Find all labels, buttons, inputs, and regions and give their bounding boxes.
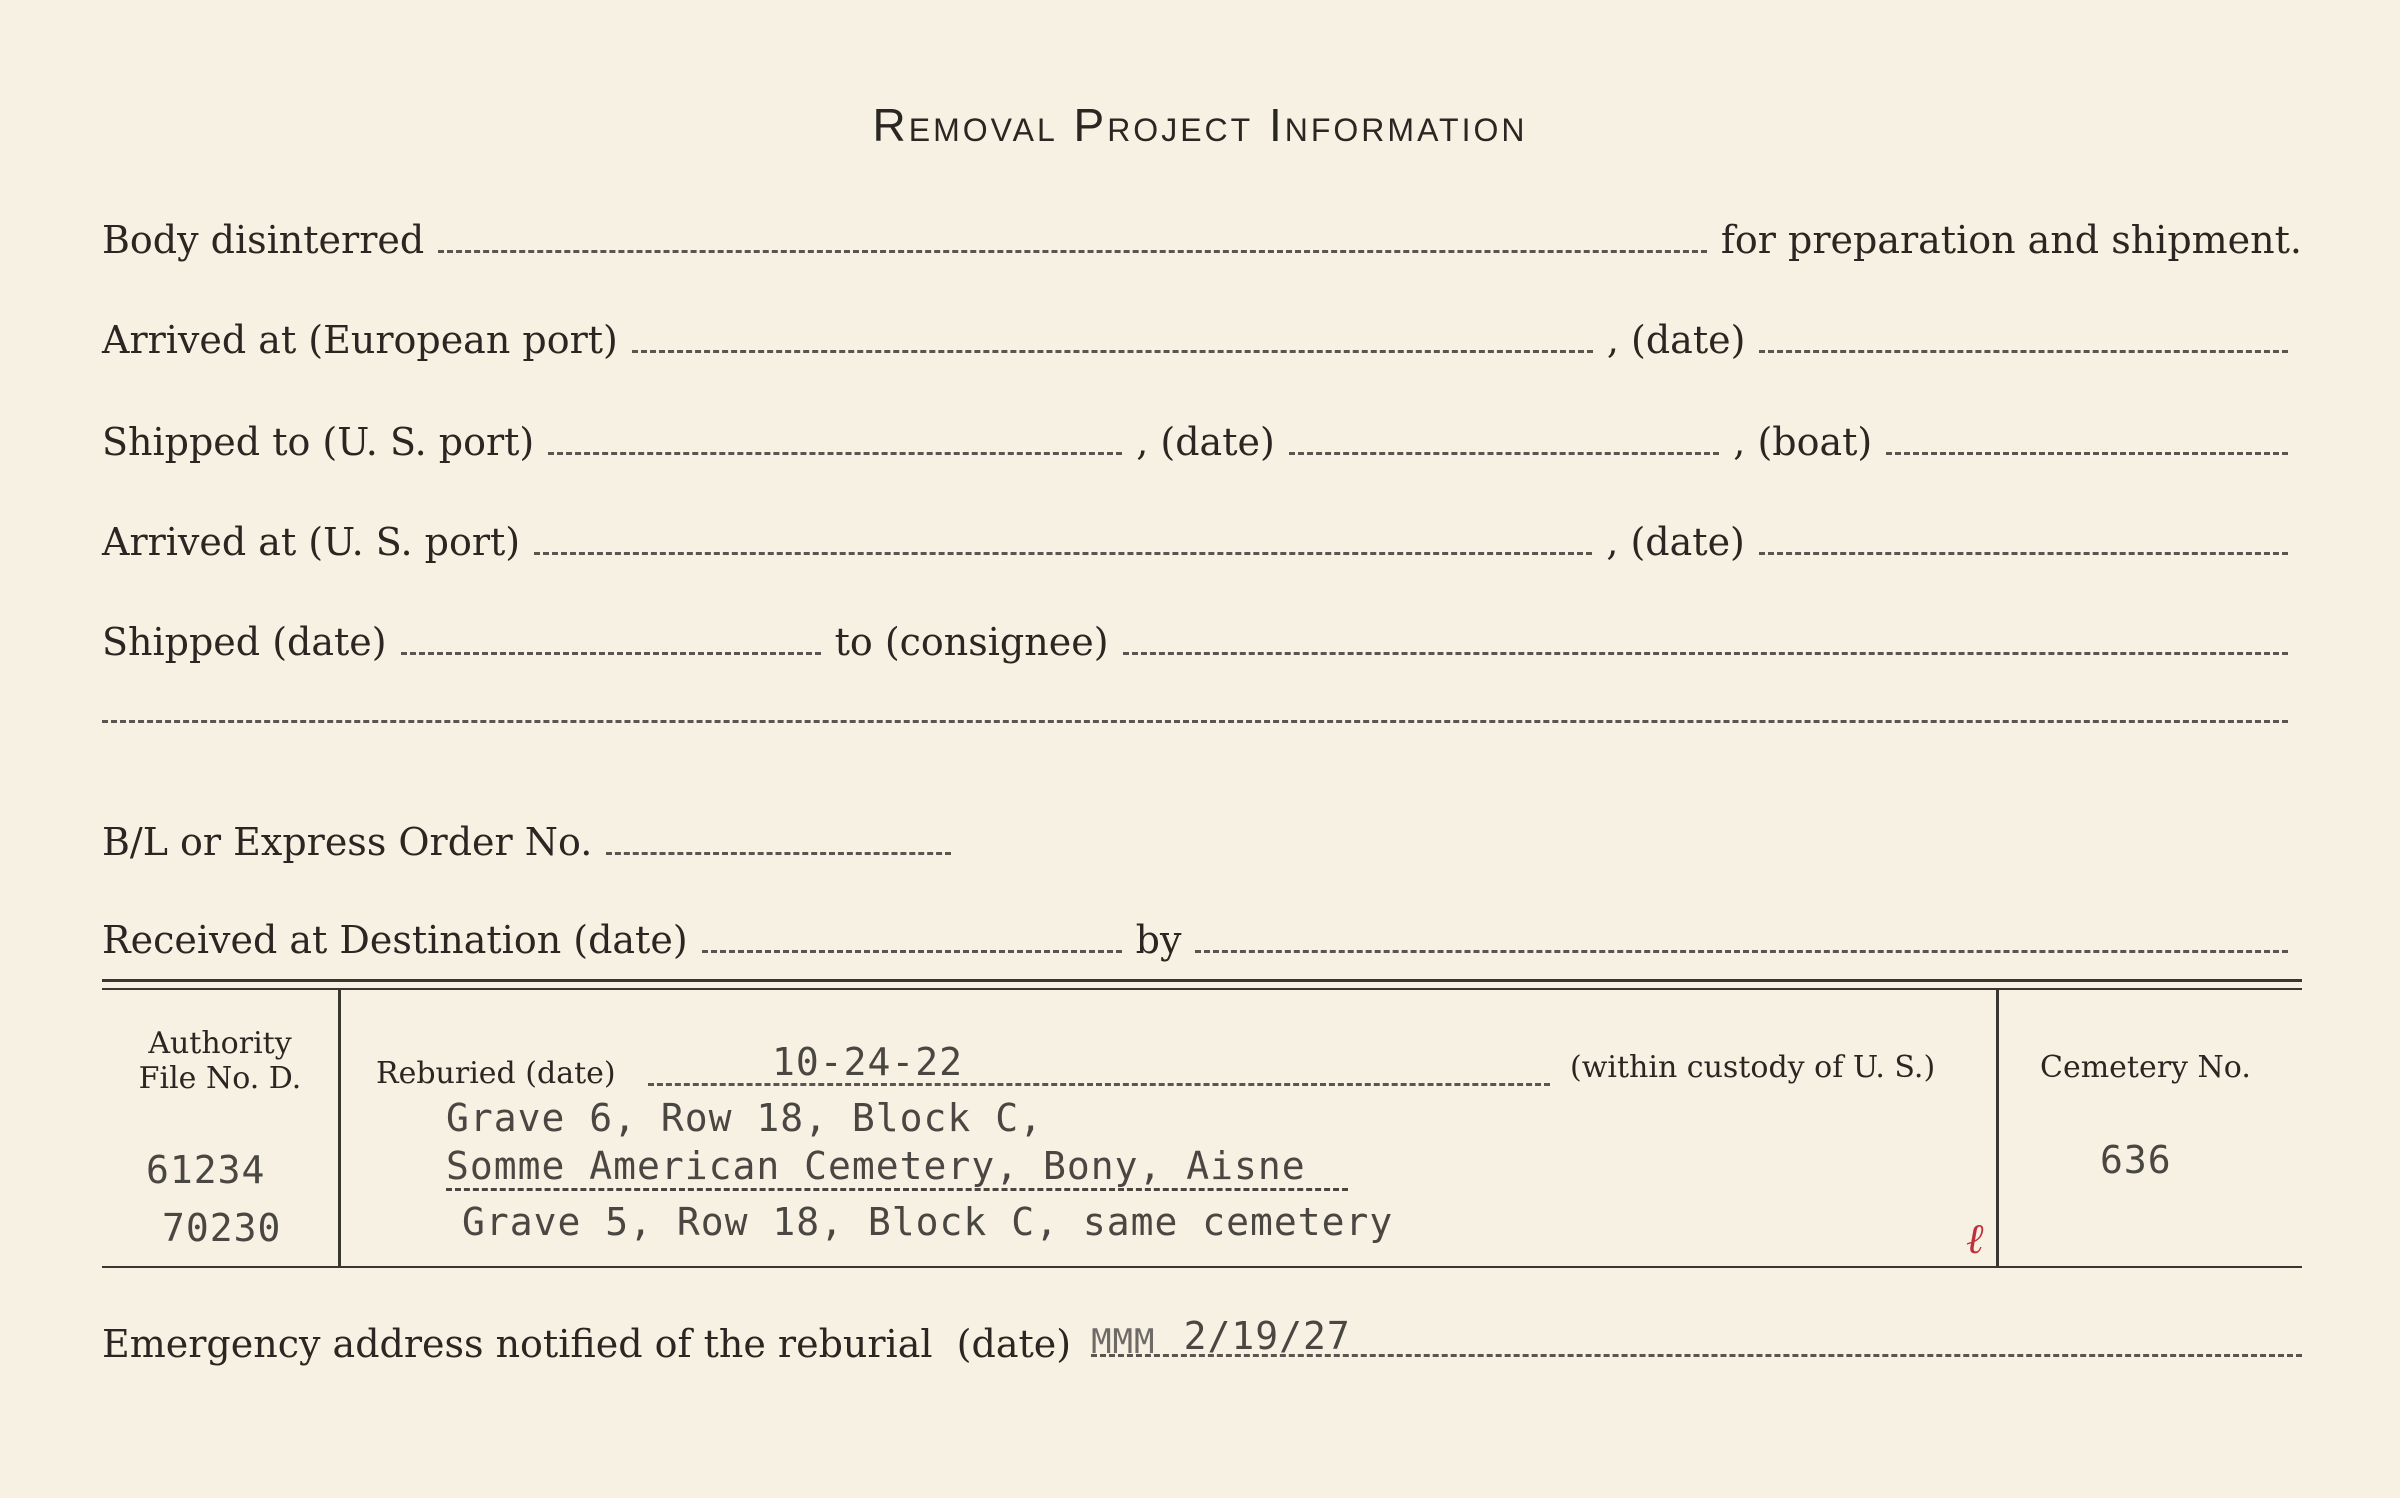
- initials-stamp: MMM: [1091, 1322, 1156, 1362]
- column-divider-left: [338, 990, 341, 1266]
- blank-line: [1289, 452, 1719, 455]
- custody-label: (within custody of U. S.): [1570, 1050, 1936, 1085]
- label-bl-express-order: B/L or Express Order No.: [102, 820, 593, 864]
- row-shipped-to: [102, 420, 2302, 464]
- label-date: , (date): [1606, 318, 1746, 362]
- reburied-date-line: [648, 1083, 1550, 1086]
- blank-line: [632, 350, 1593, 353]
- grave-line-2: Somme American Cemetery, Bony, Aisne: [446, 1144, 1306, 1188]
- grave-line-1: Grave 6, Row 18, Block C,: [446, 1096, 1043, 1140]
- label-arrived-european-port: Arrived at (European port): [102, 318, 618, 362]
- file-number-1: 61234: [146, 1148, 266, 1192]
- label-by: by: [1135, 918, 1182, 962]
- row-received: [102, 918, 2302, 962]
- label-date: , (date): [1136, 420, 1275, 464]
- cemetery-no-label: Cemetery No.: [2040, 1050, 2251, 1085]
- blank-line: [702, 950, 1122, 953]
- card-title: Removal Project Information: [872, 99, 1528, 151]
- label-received-destination: Received at Destination (date): [102, 918, 688, 962]
- authority-label: Authority: [148, 1026, 292, 1061]
- grave-underline: [446, 1188, 1348, 1191]
- cemetery-number: 636: [2100, 1138, 2172, 1182]
- row-arrived-us: [102, 520, 2302, 564]
- label-shipped-date: Shipped (date): [102, 620, 387, 664]
- label-shipped-to-us-port: Shipped to (U. S. port): [102, 420, 535, 464]
- authority-file-label: [102, 1026, 338, 1096]
- label-body-disinterred: Body disinterred: [102, 218, 425, 262]
- grave-line-3: Grave 5, Row 18, Block C, same cemetery: [462, 1200, 1394, 1244]
- file-no-label: File No. D.: [138, 1061, 302, 1096]
- blank-line: [534, 552, 1592, 555]
- label-arrived-us-port: Arrived at (U. S. port): [102, 520, 521, 564]
- reburied-date: 10-24-22: [772, 1040, 964, 1084]
- blank-line: [102, 720, 2288, 723]
- table-bottom-rule: [102, 1266, 2302, 1268]
- blank-line: [1123, 652, 2288, 655]
- label-to-consignee: to (consignee): [834, 620, 1109, 664]
- file-number-2: 70230: [162, 1206, 282, 1250]
- column-divider-right: [1996, 988, 1999, 1266]
- table-top-rule-inner: [102, 988, 2302, 990]
- blank-line: [606, 852, 951, 855]
- row-shipped-date: [102, 620, 2302, 664]
- blank-line: [1759, 350, 2288, 353]
- label-boat: , (boat): [1733, 420, 1873, 464]
- row-blank: [102, 720, 2302, 732]
- row-body-disinterred: [102, 218, 2302, 262]
- label-emergency-address: Emergency address notified of the reburial (date): [102, 1322, 1072, 1366]
- emergency-date-field: [1091, 1314, 2302, 1366]
- red-check-mark: ℓ: [1966, 1214, 1984, 1263]
- blank-line: [1886, 452, 2288, 455]
- blank-line: [401, 652, 821, 655]
- blank-line: [548, 452, 1122, 455]
- row-bl-order: [102, 820, 2302, 864]
- blank-line: [1759, 552, 2288, 555]
- blank-line: [438, 250, 1707, 253]
- blank-line: [1195, 950, 2288, 953]
- label-preparation-shipment: for preparation and shipment.: [1720, 218, 2302, 262]
- emergency-date: 2/19/27: [1183, 1314, 1351, 1358]
- table-top-rule: [102, 979, 2302, 982]
- row-emergency: [102, 1314, 2302, 1366]
- row-arrived-european: [102, 318, 2302, 362]
- reburied-label: Reburied (date): [376, 1056, 616, 1091]
- label-date: , (date): [1606, 520, 1745, 564]
